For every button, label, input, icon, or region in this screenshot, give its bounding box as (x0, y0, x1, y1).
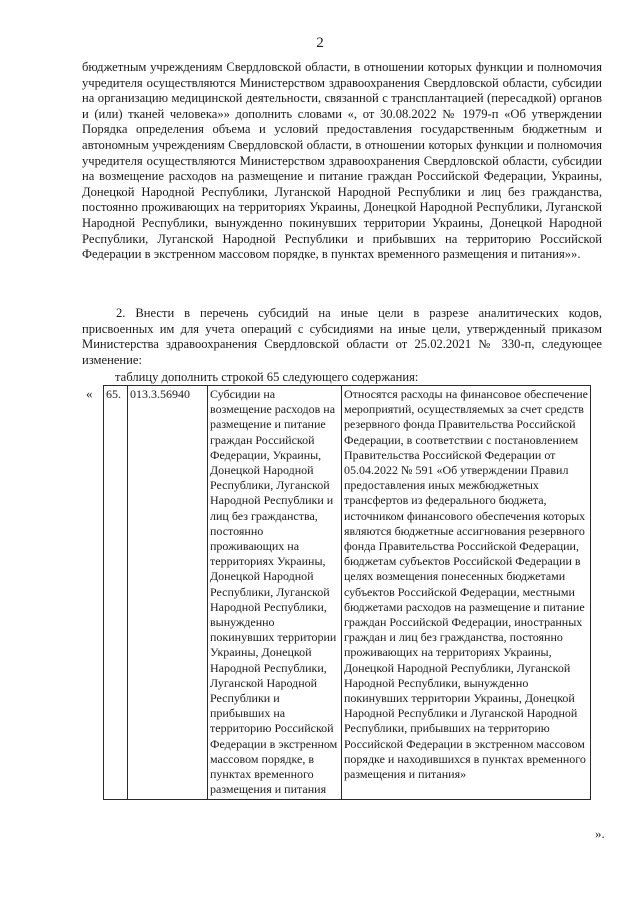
page-number: 2 (316, 35, 324, 51)
row-code: 013.3.56940 (128, 386, 208, 800)
row-description: Относятся расходы на финансовое обеспечение мероприятий, осуществляемых за счет средств резервного фонда Правительства Российской Федерации, в соответствии с постановлением Правительства Российской Федерации от 05.04.2022 № 591 «Об утверждении Правил предоставления иных межбюджетных трансфертов из федерального бюджета, источником финансового обеспечения которых являются бюджетные ассигнования резервного фонда Правительства Российской Федерации, бюджетам субъектов Российской Федерации в целях возмещения понесенных бюджетами субъектов Российской Федерации, местными бюджетами расходов на размещение и питание граждан Российской Федерации, иностранных граждан и лиц без гражданства, постоянно проживающих на территориях Украины, Донецкой Народной Республики, Луганской Народной Республики, вынужденно покинувших территории Украины, Донецкой Народной Республики и Луганской Народной Республики, прибывших на территорию Российской Федерации в экстренном массовом порядке и находившихся в пунктах временного размещения и питания» (342, 386, 591, 800)
subsidy-table (103, 385, 591, 800)
closing-quote: ». (595, 826, 605, 841)
row-number: 65. (104, 386, 128, 800)
paragraph-2: 2. Внести в перечень субсидий на иные цели в разрезе аналитических кодов, присвоенных им для учета операций с субсидиями на иные цели, утвержденный приказом Министерства здравоохранения Свердловской области от 25.02.2021 № 330-п, следующее изменение: (82, 306, 602, 367)
opening-quote: « (86, 386, 93, 401)
row-name: Субсидии на возмещение расходов на размещение и питание граждан Российской Федерации, Украины, Донецкой Народной Республики, Луганской Народной Республики и лиц без гражданства, постоянно проживающих на территориях Украины, Донецкой Народной Республики, Луганской Народной Республики, вынужденно покинувших территории Украины, Донецкой Народной Республики, Луганской Народной Республики и прибывших на территорию Российской Федерации в экстренном массовом порядке, в пунктах временного размещения и питания (208, 386, 342, 800)
table-intro: таблицу дополнить строкой 65 следующего содержания: (115, 370, 419, 384)
table-row (104, 386, 591, 800)
paragraph-1: бюджетным учреждениям Свердловской области, в отношении которых функции и полномочия учредителя осуществляются Министерством здравоохранения Свердловской области, субсидии на организацию медицинской деятельности, связанной с трансплантацией (пересадкой) органов и (или) тканей человека»» дополнить словами «, от 30.08.2022 № 1979-п «Об утверждении Порядка определения объема и условий предоставления государственным бюджетным и автономным учреждениям Свердловской области, в отношении которых функции и полномочия учредителя осуществляются Министерством здравоохранения Свердловской области, субсидии на возмещение расходов на размещение и питание граждан Российской Федерации, Украины, Донецкой Народной Республики, Луганской Народной Республики и лиц без гражданства, постоянно проживающих на территориях Украины, Донецкой Народной Республики, Луганской Народной Республики, вынужденно покинувших территории Украины, Донецкой Народной Республики, Луганской Народной Республики и прибывших на территорию Российской Федерации в экстренном массовом порядке, в пунктах временного размещения и питания»». (82, 60, 602, 262)
